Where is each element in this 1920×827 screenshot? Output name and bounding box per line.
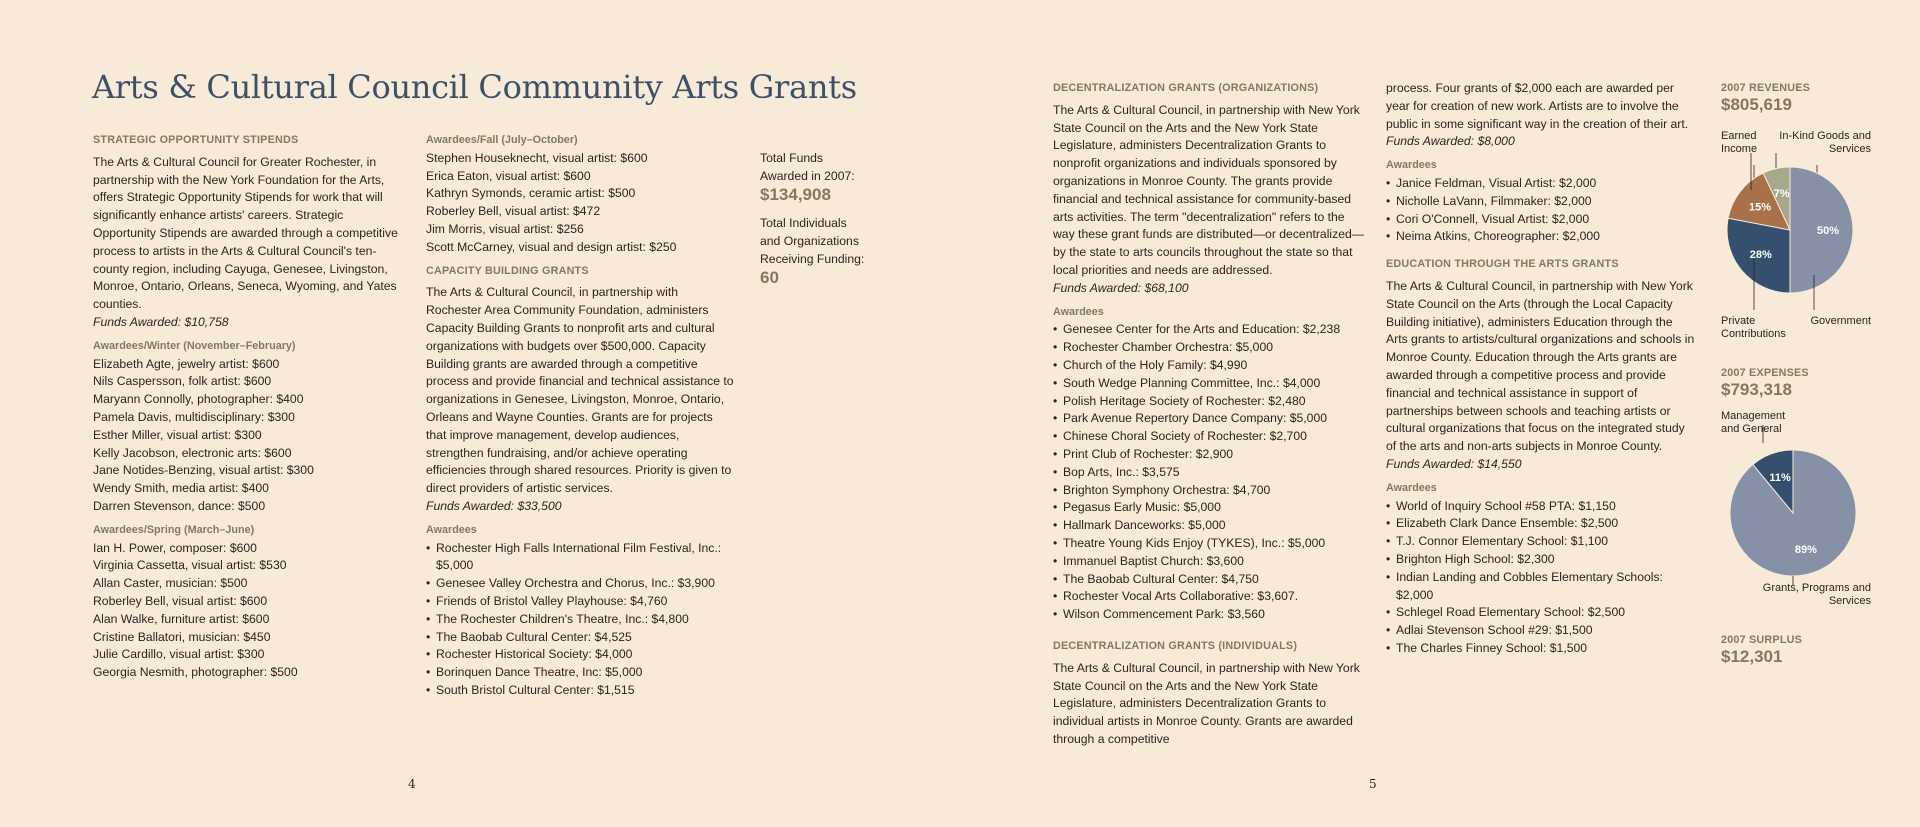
awardee-item: Ian H. Power, composer: $600 xyxy=(93,540,257,555)
awardees-winter-list xyxy=(93,356,398,516)
awardee-item: • The Rochester Children's Theatre, Inc.: $4,800 xyxy=(426,611,736,629)
awardee-item: • The Charles Finney School: $1,500 xyxy=(1386,640,1696,658)
funds-awarded: Funds Awarded: $8,000 xyxy=(1386,134,1515,149)
awardee-item: • Rochester High Falls International Film Festival, Inc.: $5,000 xyxy=(426,540,736,576)
awardees-heading: Awardees xyxy=(1053,305,1104,318)
section-heading: DECENTRALIZATION GRANTS (INDIVIDUALS) xyxy=(1053,639,1298,652)
awardee-item: Allan Caster, musician: $500 xyxy=(93,576,248,591)
awardee-item: • Nicholle LaVann, Filmmaker: $2,000 xyxy=(1386,193,1696,211)
pie-slice-label: 7% xyxy=(1773,187,1790,200)
awardee-item: • Church of the Holy Family: $4,990 xyxy=(1053,357,1368,375)
total-recipients-label: Total Individuals and Organizations Receiving Funding: xyxy=(760,216,865,266)
government-label: Government xyxy=(1810,315,1871,327)
awardee-item: • Borinquen Dance Theatre, Inc: $5,000 xyxy=(426,664,736,682)
earned-income-label: Earned Income xyxy=(1721,130,1758,155)
education-column xyxy=(1386,80,1696,658)
awardee-item: • South Wedge Planning Committee, Inc.: $4,000 xyxy=(1053,375,1368,393)
awardee-item: • Genesee Valley Orchestra and Chorus, Inc.: $3,900 xyxy=(426,575,736,593)
awardees-list xyxy=(426,540,736,700)
expenses-pie-chart xyxy=(1721,435,1871,595)
awardee-item: • Janice Feldman, Visual Artist: $2,000 xyxy=(1386,175,1696,193)
awardee-item: Julie Cardillo, visual artist: $300 xyxy=(93,647,265,662)
awardee-item: • Immanuel Baptist Church: $3,600 xyxy=(1053,553,1368,571)
total-recipients-value: 60 xyxy=(760,267,779,287)
awardee-item: • Park Avenue Repertory Dance Company: $5,000 xyxy=(1053,410,1368,428)
awardee-item: Roberley Bell, visual artist: $600 xyxy=(93,593,268,608)
pie-slice-label: 28% xyxy=(1749,249,1772,262)
awardee-item: • Schlegel Road Elementary School: $2,500 xyxy=(1386,604,1696,622)
pie-slice-label: 50% xyxy=(1816,225,1840,237)
awardees-list xyxy=(1053,321,1368,624)
awardee-item: Roberley Bell, visual artist: $472 xyxy=(426,204,601,219)
awardee-item: • Chinese Choral Society of Rochester: $2,700 xyxy=(1053,428,1368,446)
funds-awarded: Funds Awarded: $33,500 xyxy=(426,498,562,513)
awardee-item: • Adlai Stevenson School #29: $1,500 xyxy=(1386,622,1696,640)
page-title: Arts & Cultural Council Community Arts Grants xyxy=(92,68,857,106)
awardee-item: • Theatre Young Kids Enjoy (TYKES), Inc.: $5,000 xyxy=(1053,535,1368,553)
expenses-label: 2007 EXPENSES xyxy=(1721,367,1809,379)
pie-slice-label: 89% xyxy=(1794,543,1817,556)
inkind-label: In-Kind Goods and Services xyxy=(1779,130,1871,155)
section-heading: EDUCATION THROUGH THE ARTS GRANTS xyxy=(1386,258,1619,271)
awardee-item: • Rochester Vocal Arts Collaborative: $3,607. xyxy=(1053,588,1368,606)
awardee-item: • Rochester Chamber Orchestra: $5,000 xyxy=(1053,339,1368,357)
awardee-item: Kathryn Symonds, ceramic artist: $500 xyxy=(426,186,636,201)
awardee-item: Erica Eaton, visual artist: $600 xyxy=(426,168,591,183)
awardee-item: • Elizabeth Clark Dance Ensemble: $2,500 xyxy=(1386,515,1696,533)
awardee-item: • World of Inquiry School #58 PTA: $1,150 xyxy=(1386,498,1696,516)
section-body: The Arts & Cultural Council for Greater Rochester, in partnership with the New York Foundation for the Arts, offers Strategic Opportunity Stipends for work that will significantly enhance artists' careers. Strategic Opportunity Stipends are awarded through a competitive process to artists in the Arts & Cultural Council's ten-county region, including Cayuga, Genesee, Livingston, Monroe, Ontario, Orleans, Seneca, Wyoming, and Yates counties. xyxy=(93,154,398,312)
awardee-item: Darren Stevenson, dance: $500 xyxy=(93,498,266,513)
awardee-item: • Bop Arts, Inc.: $3,575 xyxy=(1053,464,1368,482)
awardee-item: • The Baobab Cultural Center: $4,525 xyxy=(426,629,736,647)
page-number-right: 5 xyxy=(1369,777,1377,791)
expenses-value: $793,318 xyxy=(1721,380,1792,399)
awardee-item: • T.J. Connor Elementary School: $1,100 xyxy=(1386,533,1696,551)
totals-column xyxy=(760,150,870,287)
pie-slice-label: 11% xyxy=(1769,472,1791,485)
awardee-item: • Polish Heritage Society of Rochester: $2,480 xyxy=(1053,393,1368,411)
total-funds-label: Total Funds Awarded in 2007: xyxy=(760,151,855,183)
section-heading: DECENTRALIZATION GRANTS (ORGANIZATIONS) xyxy=(1053,82,1319,94)
awardee-item: Jane Notides-Benzing, visual artist: $300 xyxy=(93,463,314,478)
awardees-fall-list xyxy=(426,150,736,257)
funds-awarded: Funds Awarded: $10,758 xyxy=(93,314,229,329)
awardee-item: Pamela Davis, multidisciplinary: $300 xyxy=(93,409,295,424)
awardee-item: Stephen Houseknecht, visual artist: $600 xyxy=(426,150,648,165)
capacity-building-column xyxy=(426,132,736,700)
awardee-item: Nils Caspersson, folk artist: $600 xyxy=(93,374,272,389)
awardees-list xyxy=(1386,498,1696,658)
section-body: The Arts & Cultural Council, in partnership with Rochester Area Community Foundation, administers Capacity Building Grants to nonprofit arts and cultural organizations with budgets over $500,000. Capacity Building grants are awarded through a competitive process and provide financial and technical assistance to organizations in Genesee, Livingston, Monroe, Ontario, Orleans and Wayne Counties. Grants are for projects that improve management, develop audiences, strengthen fundraising, and/or achieve operating efficiencies through shared resources. Priority is given to direct providers of artistic services. xyxy=(426,285,734,496)
awardee-item: • Friends of Bristol Valley Playhouse: $4,760 xyxy=(426,593,736,611)
awardee-item: • Cori O'Connell, Visual Artist: $2,000 xyxy=(1386,211,1696,229)
surplus-value: $12,301 xyxy=(1721,647,1783,666)
surplus-label: 2007 SURPLUS xyxy=(1721,634,1803,646)
awardee-item: • Print Club of Rochester: $2,900 xyxy=(1053,446,1368,464)
strategic-stipends-column xyxy=(93,132,398,682)
awardees-list xyxy=(1386,175,1696,246)
awardees-heading: Awardees xyxy=(426,523,477,536)
awardees-spring-list xyxy=(93,540,398,682)
awardees-heading: Awardees xyxy=(1386,159,1437,172)
awardee-item: Virginia Cassetta, visual artist: $530 xyxy=(93,558,287,573)
finance-sidebar xyxy=(1721,80,1871,680)
awardee-item: Scott McCarney, visual and design artist: $250 xyxy=(426,239,677,254)
awardee-item: • Hallmark Danceworks: $5,000 xyxy=(1053,517,1368,535)
section-heading: CAPACITY BUILDING GRANTS xyxy=(426,264,589,277)
awardee-item: • South Bristol Cultural Center: $1,515 xyxy=(426,682,736,700)
awardee-item: Georgia Nesmith, photographer: $500 xyxy=(93,665,298,680)
funds-awarded: Funds Awarded: $14,550 xyxy=(1386,456,1522,471)
awardee-item: Jim Morris, visual artist: $256 xyxy=(426,221,584,236)
awardee-item: • Neima Atkins, Choreographer: $2,000 xyxy=(1386,228,1696,246)
awardees-heading: Awardees xyxy=(1386,481,1437,494)
awardees-spring-heading: Awardees/Spring (March–June) xyxy=(93,523,255,536)
section-body: The Arts & Cultural Council, in partnership with New York State Council on the Arts and the New York State Legislature, administers Decentralization Grants to individual artists in Monroe County. Grants are awarded through a competitive xyxy=(1053,660,1360,746)
awardees-fall-heading: Awardees/Fall (July–October) xyxy=(426,134,578,146)
grants-programs-label: Grants, Programs and Services xyxy=(1762,582,1871,607)
revenues-label: 2007 REVENUES xyxy=(1721,82,1811,94)
awardee-item: Kelly Jacobson, electronic arts: $600 xyxy=(93,445,292,460)
awardee-item: Elizabeth Agte, jewelry artist: $600 xyxy=(93,356,280,371)
decentralization-column xyxy=(1053,80,1368,749)
revenues-pie-chart xyxy=(1721,160,1871,340)
awardee-item: Esther Miller, visual artist: $300 xyxy=(93,427,262,442)
section-body: The Arts & Cultural Council, in partnership with New York State Council on the Arts (through the Local Capacity Building initiative), administers Education through the Arts grants to artists/cultural organizations and schools in Monroe County. Education through the Arts grants are awarded through a competitive process and provide financial and technical assistance in support of partnerships between schools and teaching artists or cultural organizations that focus on the integrated study of the arts and non-arts subjects in Monroe County. xyxy=(1386,278,1695,454)
awardee-item: • Brighton Symphony Orchestra: $4,700 xyxy=(1053,482,1368,500)
awardee-item: • Genesee Center for the Arts and Education: $2,238 xyxy=(1053,321,1368,339)
section-heading: STRATEGIC OPPORTUNITY STIPENDS xyxy=(93,134,299,146)
revenues-value: $805,619 xyxy=(1721,95,1792,114)
page-number-left: 4 xyxy=(408,777,416,791)
awardee-item: • Indian Landing and Cobbles Elementary Schools: $2,000 xyxy=(1386,569,1696,605)
awardee-item: Alan Walke, furniture artist: $600 xyxy=(93,611,270,626)
awardee-item: Wendy Smith, media artist: $400 xyxy=(93,481,269,496)
awardee-item: Cristine Ballatori, musician: $450 xyxy=(93,629,271,644)
funds-awarded: Funds Awarded: $68,100 xyxy=(1053,280,1189,295)
awardee-item: Maryann Connolly, photographer: $400 xyxy=(93,392,304,407)
section-body: The Arts & Cultural Council, in partnership with New York State Council on the Arts and the New York State Legislature, administers Decentralization Grants to nonprofit organizations and individuals sponsored by organizations in Monroe County. The grants provide financial and technical assistance for community-based arts activities. The term "decentralization" refers to the way these grant funds are distributed—or decentralized—by the state to arts councils throughout the state so that local priorities and needs are addressed. xyxy=(1053,102,1364,277)
total-funds-value: $134,908 xyxy=(760,184,831,204)
awardee-item: • Wilson Commencement Park: $3,560 xyxy=(1053,606,1368,624)
awardee-item: • The Baobab Cultural Center: $4,750 xyxy=(1053,571,1368,589)
awardees-winter-heading: Awardees/Winter (November–February) xyxy=(93,339,296,352)
pie-slice-label: 15% xyxy=(1748,201,1771,214)
management-general-label: Management and General xyxy=(1721,410,1786,435)
awardee-item: • Rochester Historical Society: $4,000 xyxy=(426,646,736,664)
section-body: process. Four grants of $2,000 each are awarded per year for creation of new work. Artists are to involve the public in some significant way in the creation of their art. xyxy=(1386,81,1689,131)
private-contributions-label: Private Contributions xyxy=(1721,315,1786,340)
awardee-item: • Brighton High School: $2,300 xyxy=(1386,551,1696,569)
awardee-item: • Pegasus Early Music: $5,000 xyxy=(1053,499,1368,517)
